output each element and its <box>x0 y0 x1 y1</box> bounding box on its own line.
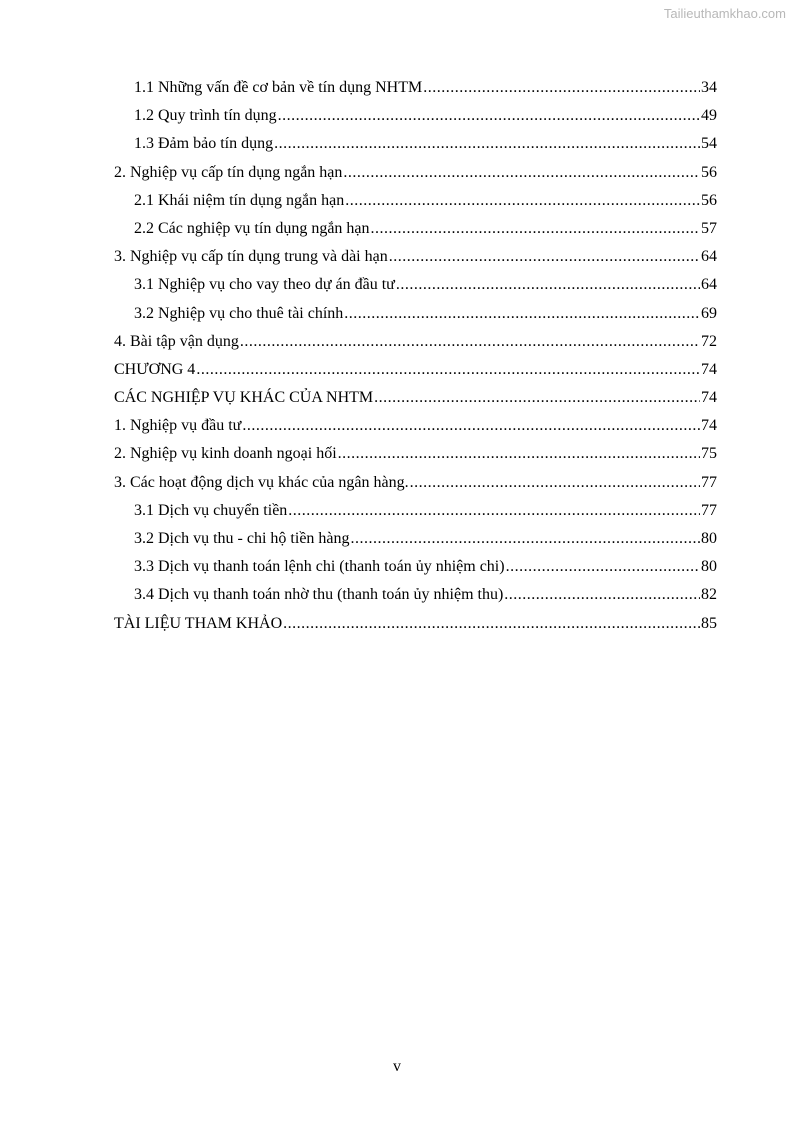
toc-dot-leader <box>351 525 700 553</box>
toc-entry-title: CÁC NGHIỆP VỤ KHÁC CỦA NHTM <box>114 389 374 407</box>
toc-entry-page: 85 <box>701 614 717 632</box>
toc-entry-page: 49 <box>701 107 717 125</box>
toc-entry-page: 69 <box>701 304 717 322</box>
toc-dot-leader <box>196 356 700 384</box>
toc-entry[interactable] <box>114 74 717 102</box>
toc-entry-title: 2. Nghiệp vụ kinh doanh ngoại hối <box>114 445 337 463</box>
toc-dot-leader <box>504 581 700 609</box>
toc-entry-page: 75 <box>701 445 717 463</box>
toc-entry-page: 77 <box>701 501 717 519</box>
toc-entry-title: 3.2 Dịch vụ thu - chi hộ tiền hàng <box>134 530 350 547</box>
toc-entry-title: 1.3 Đảm bảo tín dụng <box>134 135 274 153</box>
toc-entry-page: 34 <box>701 79 717 96</box>
toc-entry-title: 2. Nghiệp vụ cấp tín dụng ngắn hạn <box>114 163 343 181</box>
toc-dot-leader <box>396 271 700 299</box>
toc-entry[interactable] <box>114 497 717 525</box>
toc-entry[interactable] <box>114 159 717 187</box>
toc-entry-page: 74 <box>701 417 717 435</box>
toc-entry-page: 72 <box>701 332 717 350</box>
toc-entry[interactable] <box>114 243 717 271</box>
toc-entry[interactable] <box>114 384 717 412</box>
toc-entry-page: 64 <box>701 248 717 266</box>
toc-dot-leader <box>240 328 700 356</box>
toc-entry-title: 1.2 Quy trình tín dụng <box>134 107 277 125</box>
toc-entry-title: 1.1 Những vấn đề cơ bản về tín dụng NHTM <box>134 79 423 96</box>
toc-dot-leader <box>410 469 700 497</box>
watermark: Tailieuthamkhao.com <box>663 6 786 21</box>
toc-dot-leader <box>371 215 700 243</box>
toc-entry-page: 54 <box>701 135 717 153</box>
toc-entry-title: 3.1 Nghiệp vụ cho vay theo dự án đầu tư <box>134 276 395 294</box>
toc-dot-leader <box>506 553 700 581</box>
toc-entry-title: 4. Bài tập vận dụng <box>114 332 239 350</box>
toc-dot-leader <box>389 243 700 271</box>
toc-entry-page: 57 <box>701 219 717 237</box>
toc-dot-leader <box>344 300 700 328</box>
toc-entry-title: CHƯƠNG 4 <box>114 360 196 378</box>
toc-entry-page: 56 <box>701 163 717 181</box>
toc-dot-leader <box>423 74 700 102</box>
toc-entry[interactable] <box>114 300 717 328</box>
toc-dot-leader <box>242 412 700 440</box>
table-of-contents <box>114 74 717 638</box>
toc-entry[interactable] <box>114 581 717 609</box>
toc-dot-leader <box>274 130 700 158</box>
toc-dot-leader <box>278 102 700 130</box>
toc-entry-title: TÀI LIỆU THAM KHẢO <box>114 614 283 632</box>
toc-entry[interactable] <box>114 469 717 497</box>
toc-entry[interactable] <box>114 187 717 215</box>
toc-entry[interactable] <box>114 440 717 468</box>
toc-entry-title: 1. Nghiệp vụ đầu tư <box>114 417 242 435</box>
toc-dot-leader <box>283 610 700 638</box>
toc-entry-title: 3.4 Dịch vụ thanh toán nhờ thu (thanh toán ủy nhiệm thu) <box>134 586 504 604</box>
toc-entry-title: 3.3 Dịch vụ thanh toán lệnh chi (thanh toán ủy nhiệm chi) <box>134 558 505 576</box>
toc-entry[interactable] <box>114 102 717 130</box>
toc-entry-title: 2.2 Các nghiệp vụ tín dụng ngắn hạn <box>134 219 370 237</box>
toc-dot-leader <box>374 384 700 412</box>
toc-entry-page: 74 <box>701 360 717 378</box>
toc-entry-title: 3. Các hoạt động dịch vụ khác của ngân hàng. <box>114 473 409 491</box>
toc-entry-page: 56 <box>701 191 717 209</box>
toc-dot-leader <box>343 159 700 187</box>
toc-entry-title: 2.1 Khái niệm tín dụng ngắn hạn <box>134 191 345 209</box>
toc-dot-leader <box>288 497 700 525</box>
toc-entry[interactable] <box>114 610 717 638</box>
toc-entry-title: 3.2 Nghiệp vụ cho thuê tài chính <box>134 304 344 322</box>
toc-dot-leader <box>338 440 700 468</box>
toc-entry-page: 74 <box>701 389 717 407</box>
toc-entry-page: 64 <box>701 276 717 294</box>
toc-entry[interactable] <box>114 215 717 243</box>
toc-entry-title: 3. Nghiệp vụ cấp tín dụng trung và dài hạn <box>114 248 388 266</box>
toc-dot-leader <box>345 187 700 215</box>
toc-entry-page: 80 <box>701 558 717 576</box>
toc-entry[interactable] <box>114 356 717 384</box>
toc-entry[interactable] <box>114 412 717 440</box>
toc-entry-title: 3.1 Dịch vụ chuyển tiền <box>134 501 288 519</box>
toc-entry-page: 80 <box>701 530 717 547</box>
toc-entry[interactable] <box>114 525 717 553</box>
page-number: v <box>393 1058 401 1075</box>
toc-entry[interactable] <box>114 271 717 299</box>
toc-entry[interactable] <box>114 553 717 581</box>
toc-entry[interactable] <box>114 130 717 158</box>
toc-entry[interactable] <box>114 328 717 356</box>
toc-entry-page: 77 <box>701 473 717 491</box>
toc-entry-page: 82 <box>701 586 717 604</box>
